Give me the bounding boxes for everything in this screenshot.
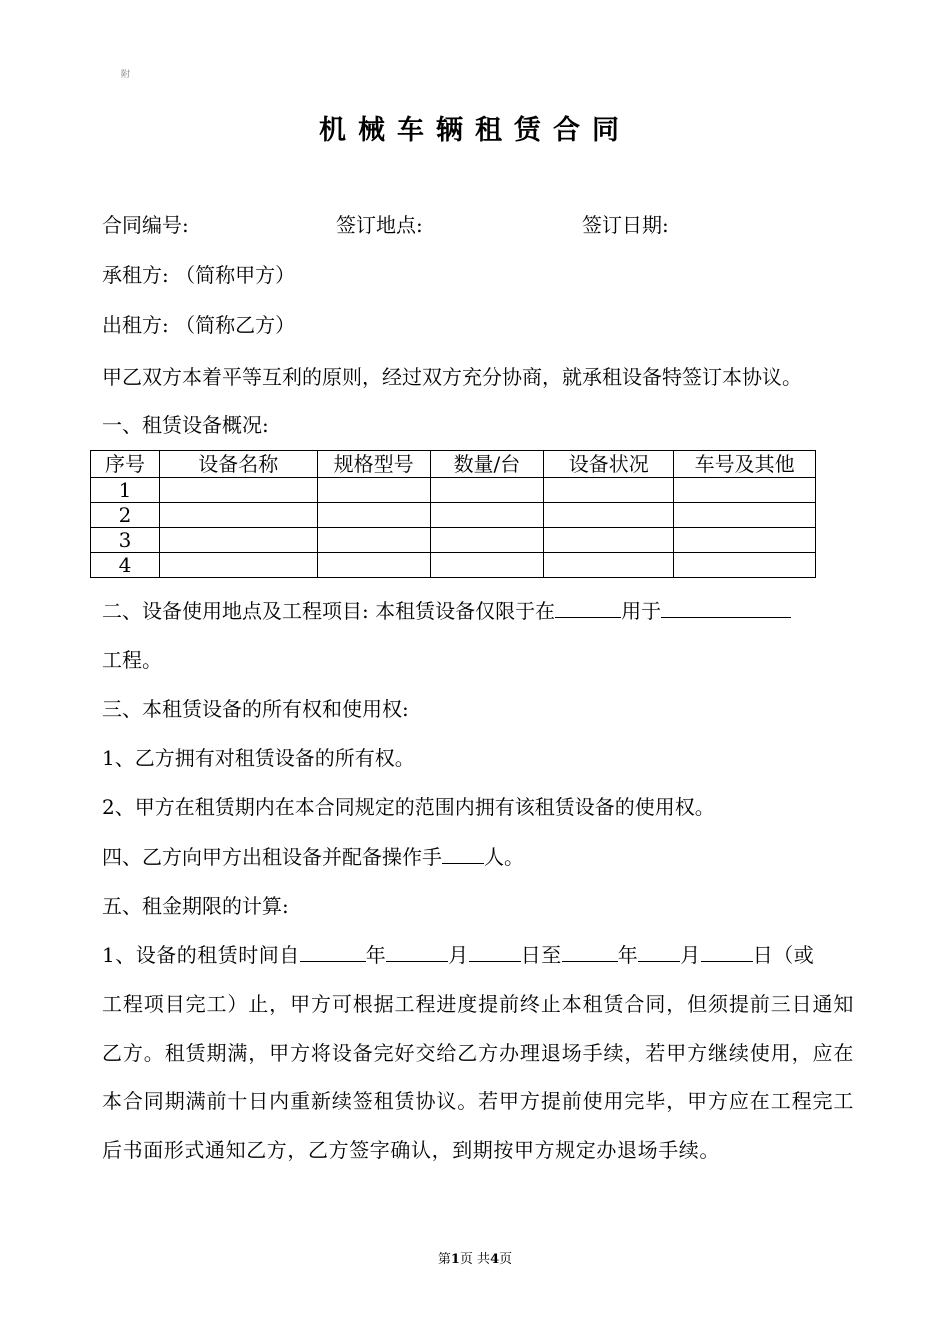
table-cell: [159, 528, 317, 553]
table-row: [91, 553, 816, 578]
row-index: 1: [91, 478, 160, 503]
location-label: 签订地点:: [336, 213, 423, 237]
table-row: [91, 528, 816, 553]
table-cell: [674, 528, 816, 553]
blank-year-end: [562, 941, 618, 962]
col-header-condition: 设备状况: [544, 451, 674, 478]
section-3-heading: 三、本租赁设备的所有权和使用权:: [102, 697, 409, 721]
lessee-line: 承租方: （简称甲方）: [102, 263, 296, 287]
section-3-item-1: 1、乙方拥有对租赁设备的所有权。: [102, 746, 415, 770]
section-2-cont: 工程。: [102, 648, 162, 672]
section-5-item-1-body: 工程项目完工）止，甲方可根据工程进度提前终止本租赁合同，但须提前三日通知乙方。租赁期满，甲方将设备完好交给乙方办理退场手续，若甲方继续使用，应在本合同期满前十日内重新续签租赁协议。若甲方提前使用完毕，甲方应在工程完工后书面形式通知乙方，乙方签字确认，到期按甲方规定办退场手续。: [102, 992, 854, 1162]
footer-mid: 页 共: [459, 1252, 491, 1267]
blank-project: [661, 597, 791, 618]
table-cell: [674, 503, 816, 528]
blank-operators: [442, 843, 484, 864]
table-cell: [317, 478, 430, 503]
section-4-line: [102, 842, 524, 872]
page-footer: [0, 1248, 950, 1267]
table-cell: [317, 528, 430, 553]
blank-location: [555, 597, 621, 618]
footer-total-pages: 4: [490, 1252, 500, 1267]
table-cell: [430, 553, 544, 578]
blank-month-end: [638, 941, 680, 962]
s5-month-end-label: 月: [680, 943, 701, 967]
s5-month-label: 月: [448, 943, 469, 967]
s5-text-from: 1、设备的租赁时间自: [102, 943, 300, 967]
section-2-text: 二、设备使用地点及工程项目: 本租赁设备仅限于在: [102, 599, 556, 623]
section-1-heading: 一、租赁设备概况:: [102, 413, 269, 437]
footer-pre: 第: [437, 1252, 451, 1267]
col-header-index: 序号: [91, 451, 160, 478]
table-cell: [159, 503, 317, 528]
corner-mark: 附: [121, 70, 131, 80]
section-5-heading: 五、租金期限的计算:: [102, 894, 289, 918]
section-2-line: [102, 596, 791, 626]
col-header-plate: 车号及其他: [674, 451, 816, 478]
table-cell: [544, 553, 674, 578]
section-2-used-for: 用于: [621, 599, 662, 623]
table-cell: [544, 528, 674, 553]
table-row: [91, 478, 816, 503]
row-index: 4: [91, 553, 160, 578]
s5-year-end-label: 年: [617, 943, 639, 967]
lessor-line: 出租方: （简称乙方）: [102, 313, 296, 337]
footer-post: 页: [499, 1252, 513, 1267]
table-header-row: [91, 451, 816, 478]
table-cell: [430, 528, 544, 553]
table-cell: [430, 478, 544, 503]
table-cell: [159, 478, 317, 503]
date-label: 签订日期:: [582, 213, 669, 237]
section-3-item-2: 2、甲方在租赁期内在本合同规定的范围内拥有该租赁设备的使用权。: [102, 795, 715, 819]
table-cell: [544, 503, 674, 528]
contract-no-label: 合同编号:: [102, 213, 189, 237]
blank-day-start: [469, 941, 521, 962]
blank-year-start: [300, 941, 366, 962]
footer-page-number: 1: [450, 1252, 460, 1267]
table-cell: [544, 478, 674, 503]
table-cell: [430, 503, 544, 528]
row-index: 3: [91, 528, 160, 553]
table-cell: [159, 553, 317, 578]
table-row: [91, 503, 816, 528]
col-header-name: 设备名称: [159, 451, 317, 478]
table-cell: [317, 553, 430, 578]
col-header-model: 规格型号: [317, 451, 430, 478]
section-4-text: 四、乙方向甲方出租设备并配备操作手: [102, 845, 442, 869]
intro-paragraph: 甲乙双方本着平等互利的原则，经过双方充分协商，就承租设备特签订本协议。: [102, 365, 802, 389]
equipment-table: [90, 450, 816, 578]
table-cell: [674, 553, 816, 578]
section-5-item-1-first-line: [102, 940, 814, 970]
col-header-quantity: 数量/台: [430, 451, 544, 478]
row-index: 2: [91, 503, 160, 528]
table-cell: [674, 478, 816, 503]
s5-year-label: 年: [365, 943, 387, 967]
table-cell: [317, 503, 430, 528]
blank-month-start: [386, 941, 448, 962]
s5-day-to-label: 日至: [520, 943, 562, 967]
page-title: 机械车辆租赁合同: [319, 115, 631, 146]
s5-day-end-label: 日（或: [752, 943, 815, 967]
blank-day-end: [701, 941, 753, 962]
section-4-suffix: 人。: [484, 845, 524, 869]
